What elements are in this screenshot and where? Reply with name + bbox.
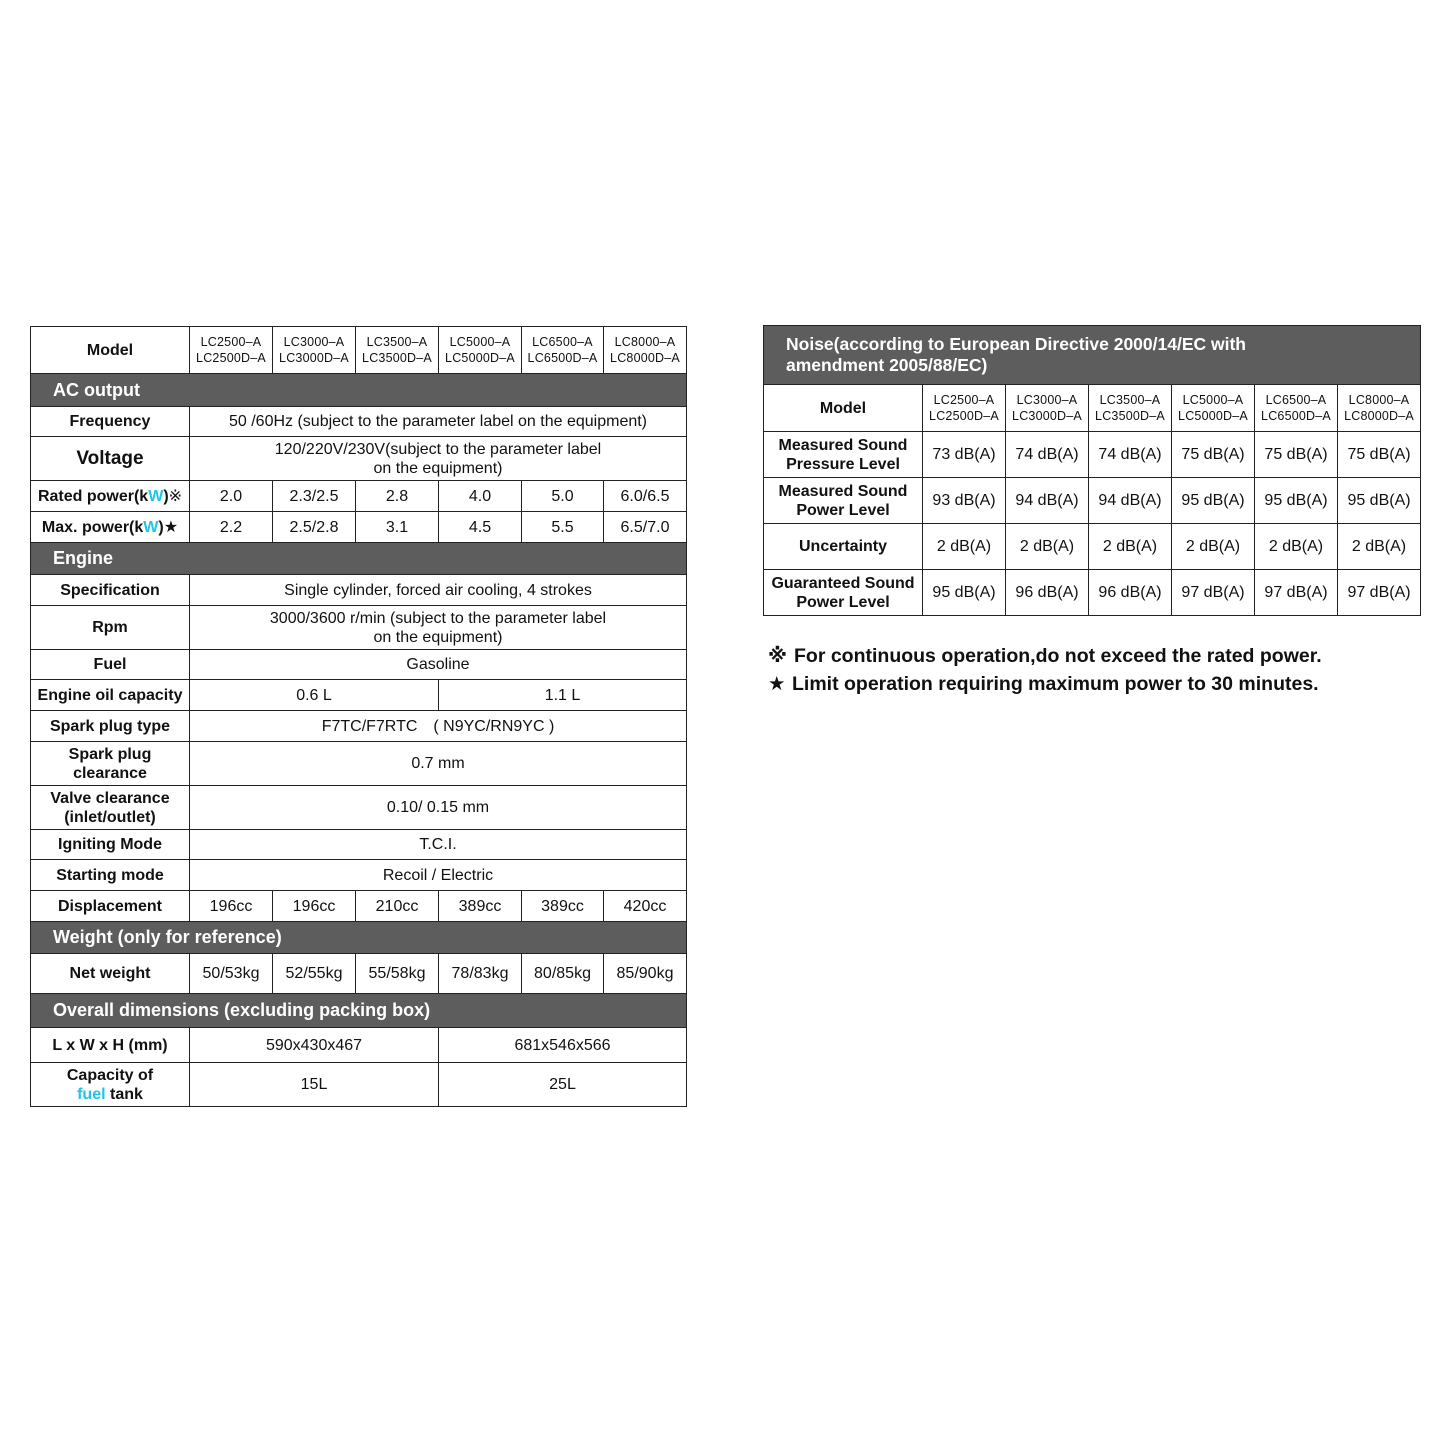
model-cell: LC8000–A LC8000D–A — [1338, 385, 1421, 432]
model-cell: LC5000–A LC5000D–A — [1172, 385, 1255, 432]
model-cell: LC6500–A LC6500D–A — [1255, 385, 1338, 432]
max-power-value: 4.5 — [439, 512, 522, 543]
noise-model-row — [764, 385, 1421, 432]
specification-row — [31, 575, 687, 606]
section-row — [31, 922, 687, 954]
uncertainty-value: 2 dB(A) — [1172, 524, 1255, 570]
starting-mode-value: Recoil / Electric — [190, 860, 687, 891]
guaranteed-power-row — [764, 570, 1421, 616]
sound-power-value: 95 dB(A) — [1338, 478, 1421, 524]
spark-plug-clearance-row — [31, 742, 687, 786]
oil-capacity-value: 1.1 L — [439, 680, 687, 711]
guaranteed-power-value: 95 dB(A) — [923, 570, 1006, 616]
sound-power-value: 94 dB(A) — [1006, 478, 1089, 524]
rpm-value: 3000/3600 r/min (subject to the parameter label on the equipment) — [190, 606, 687, 650]
sound-power-label: Measured Sound Power Level — [764, 478, 923, 524]
footnotes — [768, 642, 1322, 698]
net-weight-value: 50/53kg — [190, 954, 273, 994]
fuel-tank-value: 15L — [190, 1063, 439, 1107]
rated-power-value: 2.0 — [190, 481, 273, 512]
frequency-row — [31, 407, 687, 437]
model-cell: LC5000–A LC5000D–A — [439, 327, 522, 374]
max-power-value: 5.5 — [522, 512, 604, 543]
sound-pressure-value: 75 dB(A) — [1338, 432, 1421, 478]
section-title-ac-output: AC output — [31, 374, 687, 407]
model-label: Model — [31, 327, 190, 374]
model-row — [31, 327, 687, 374]
rpm-row — [31, 606, 687, 650]
starting-mode-row — [31, 860, 687, 891]
uncertainty-value: 2 dB(A) — [1089, 524, 1172, 570]
rated-power-value: 6.0/6.5 — [604, 481, 687, 512]
fuel-label: Fuel — [31, 650, 190, 680]
rated-power-value: 5.0 — [522, 481, 604, 512]
fuel-tank-value: 25L — [439, 1063, 687, 1107]
igniting-mode-label: Igniting Mode — [31, 830, 190, 860]
footnote-text: Limit operation requiring maximum power to 30 minutes. — [792, 673, 1319, 695]
max-power-value: 3.1 — [356, 512, 439, 543]
fuel-tank-label: Capacity of fuel tank — [31, 1063, 190, 1107]
noise-title: Noise(according to European Directive 2000/14/EC with amendment 2005/88/EC) — [764, 326, 1421, 385]
igniting-mode-value: T.C.I. — [190, 830, 687, 860]
spark-plug-type-row — [31, 711, 687, 742]
star-icon: ★ — [768, 673, 786, 695]
footnote-text: For continuous operation,do not exceed the rated power. — [794, 645, 1322, 667]
voltage-row — [31, 437, 687, 481]
displacement-label: Displacement — [31, 891, 190, 922]
uncertainty-value: 2 dB(A) — [1006, 524, 1089, 570]
net-weight-value: 85/90kg — [604, 954, 687, 994]
displacement-row — [31, 891, 687, 922]
sound-power-value: 94 dB(A) — [1089, 478, 1172, 524]
noise-model-label: Model — [764, 385, 923, 432]
sound-power-value: 95 dB(A) — [1172, 478, 1255, 524]
sound-power-value: 95 dB(A) — [1255, 478, 1338, 524]
rated-power-value: 4.0 — [439, 481, 522, 512]
sound-power-row — [764, 478, 1421, 524]
rated-power-value: 2.8 — [356, 481, 439, 512]
net-weight-value: 78/83kg — [439, 954, 522, 994]
uncertainty-value: 2 dB(A) — [923, 524, 1006, 570]
section-title-dimensions: Overall dimensions (excluding packing box) — [31, 994, 687, 1028]
max-power-value: 6.5/7.0 — [604, 512, 687, 543]
rpm-label: Rpm — [31, 606, 190, 650]
max-power-value: 2.2 — [190, 512, 273, 543]
section-row — [31, 543, 687, 575]
net-weight-label: Net weight — [31, 954, 190, 994]
displacement-value: 389cc — [439, 891, 522, 922]
igniting-mode-row — [31, 830, 687, 860]
section-title-engine: Engine — [31, 543, 687, 575]
guaranteed-power-value: 96 dB(A) — [1006, 570, 1089, 616]
footnote-max — [768, 670, 1322, 698]
model-cell: LC3000–A LC3000D–A — [1006, 385, 1089, 432]
guaranteed-power-value: 97 dB(A) — [1338, 570, 1421, 616]
model-cell: LC3500–A LC3500D–A — [1089, 385, 1172, 432]
voltage-value: 120/220V/230V(subject to the parameter label on the equipment) — [190, 437, 687, 481]
reference-mark-icon: ※ — [168, 487, 183, 505]
max-power-value: 2.5/2.8 — [273, 512, 356, 543]
sound-pressure-value: 74 dB(A) — [1006, 432, 1089, 478]
noise-table — [763, 325, 1421, 616]
specification-value: Single cylinder, forced air cooling, 4 strokes — [190, 575, 687, 606]
rated-power-row — [31, 481, 687, 512]
model-cell: LC3000–A LC3000D–A — [273, 327, 356, 374]
sound-pressure-value: 75 dB(A) — [1172, 432, 1255, 478]
model-cell: LC2500–A LC2500D–A — [923, 385, 1006, 432]
frequency-label: Frequency — [31, 407, 190, 437]
displacement-value: 196cc — [190, 891, 273, 922]
dimensions-row — [31, 1028, 687, 1063]
star-icon: ★ — [163, 518, 179, 536]
section-title-weight: Weight (only for reference) — [31, 922, 687, 954]
displacement-value: 420cc — [604, 891, 687, 922]
spark-plug-type-label: Spark plug type — [31, 711, 190, 742]
model-cell: LC6500–A LC6500D–A — [522, 327, 604, 374]
valve-clearance-row — [31, 786, 687, 830]
guaranteed-power-label: Guaranteed Sound Power Level — [764, 570, 923, 616]
sound-pressure-value: 73 dB(A) — [923, 432, 1006, 478]
rated-power-label: Rated power(kW)※ — [31, 481, 190, 512]
net-weight-value: 55/58kg — [356, 954, 439, 994]
starting-mode-label: Starting mode — [31, 860, 190, 891]
uncertainty-row — [764, 524, 1421, 570]
net-weight-row — [31, 954, 687, 994]
guaranteed-power-value: 97 dB(A) — [1255, 570, 1338, 616]
guaranteed-power-value: 97 dB(A) — [1172, 570, 1255, 616]
spark-plug-type-value: F7TC/F7RTC ( N9YC/RN9YC ) — [190, 711, 687, 742]
section-row — [31, 374, 687, 407]
uncertainty-value: 2 dB(A) — [1338, 524, 1421, 570]
max-power-label: Max. power(kW)★ — [31, 512, 190, 543]
sound-pressure-value: 75 dB(A) — [1255, 432, 1338, 478]
voltage-label: Voltage — [31, 437, 190, 481]
net-weight-value: 52/55kg — [273, 954, 356, 994]
fuel-row — [31, 650, 687, 680]
dimensions-value: 681x546x566 — [439, 1028, 687, 1063]
sound-pressure-row — [764, 432, 1421, 478]
displacement-value: 196cc — [273, 891, 356, 922]
spark-plug-clearance-value: 0.7 mm — [190, 742, 687, 786]
oil-capacity-value: 0.6 L — [190, 680, 439, 711]
sound-power-value: 93 dB(A) — [923, 478, 1006, 524]
oil-capacity-row — [31, 680, 687, 711]
footnote-rated — [768, 642, 1322, 670]
frequency-value: 50 /60Hz (subject to the parameter label on the equipment) — [190, 407, 687, 437]
displacement-value: 210cc — [356, 891, 439, 922]
net-weight-value: 80/85kg — [522, 954, 604, 994]
sound-pressure-label: Measured Sound Pressure Level — [764, 432, 923, 478]
fuel-tank-row — [31, 1063, 687, 1107]
spark-plug-clearance-label: Spark plug clearance — [31, 742, 190, 786]
specification-label: Specification — [31, 575, 190, 606]
displacement-value: 389cc — [522, 891, 604, 922]
uncertainty-value: 2 dB(A) — [1255, 524, 1338, 570]
dimensions-label: L x W x H (mm) — [31, 1028, 190, 1063]
model-cell: LC2500–A LC2500D–A — [190, 327, 273, 374]
model-cell: LC8000–A LC8000D–A — [604, 327, 687, 374]
max-power-row — [31, 512, 687, 543]
reference-mark-icon: ※ — [768, 645, 787, 667]
noise-title-row — [764, 326, 1421, 385]
section-row — [31, 994, 687, 1028]
guaranteed-power-value: 96 dB(A) — [1089, 570, 1172, 616]
oil-capacity-label: Engine oil capacity — [31, 680, 190, 711]
rated-power-value: 2.3/2.5 — [273, 481, 356, 512]
model-cell: LC3500–A LC3500D–A — [356, 327, 439, 374]
dimensions-value: 590x430x467 — [190, 1028, 439, 1063]
valve-clearance-label: Valve clearance (inlet/outlet) — [31, 786, 190, 830]
uncertainty-label: Uncertainty — [764, 524, 923, 570]
spec-table — [30, 326, 687, 1107]
sound-pressure-value: 74 dB(A) — [1089, 432, 1172, 478]
valve-clearance-value: 0.10/ 0.15 mm — [190, 786, 687, 830]
fuel-value: Gasoline — [190, 650, 687, 680]
